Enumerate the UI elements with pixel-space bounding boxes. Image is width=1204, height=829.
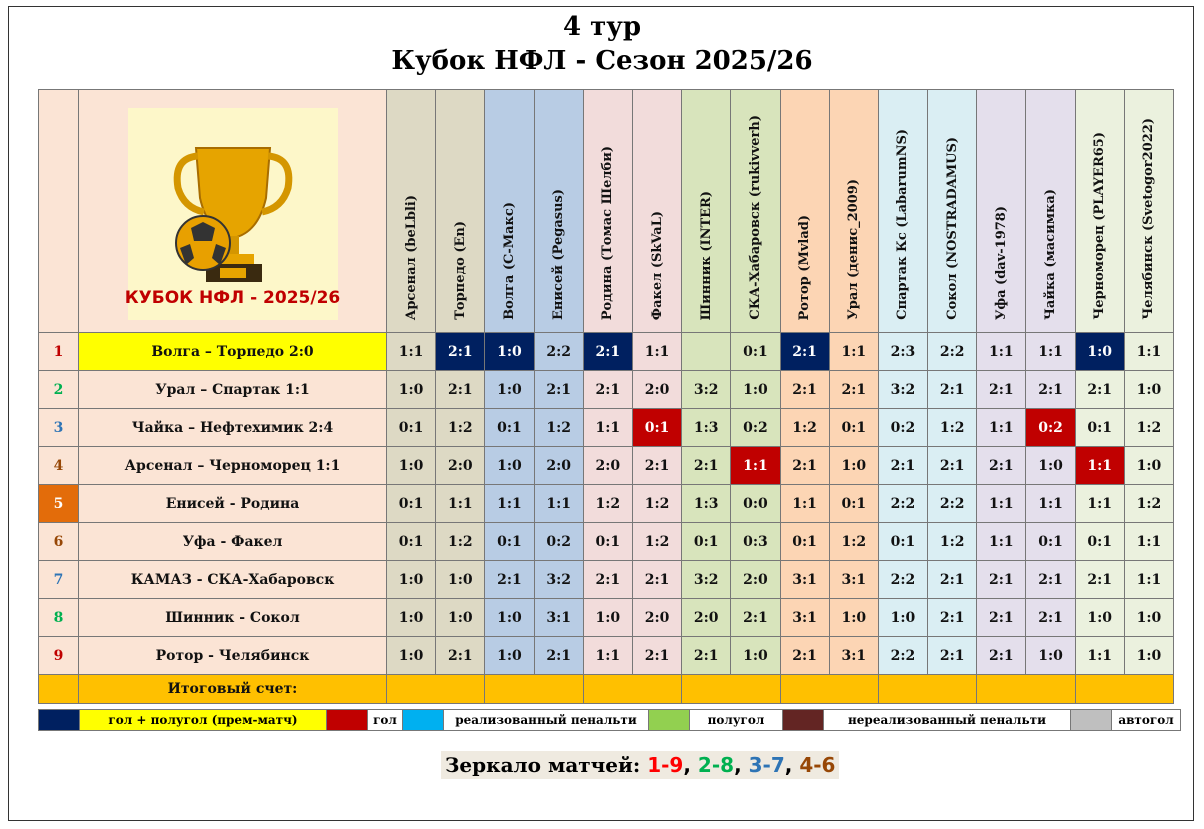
- score-cell: 1:2: [928, 523, 977, 561]
- score-cell: 1:2: [780, 409, 829, 447]
- table-row: [39, 447, 1174, 485]
- total-row: [39, 675, 1174, 704]
- score-cell: 1:0: [1124, 599, 1173, 637]
- table-row: [39, 561, 1174, 599]
- match-number: 7: [39, 561, 79, 599]
- score-cell: 3:1: [829, 561, 878, 599]
- score-cell: 1:0: [731, 637, 780, 675]
- score-cell: 3:1: [829, 637, 878, 675]
- score-cell: 1:1: [1026, 333, 1075, 371]
- mirror-pair: 1-9: [647, 753, 684, 777]
- score-cell: 1:1: [632, 333, 681, 371]
- mirror-pair: ,: [734, 753, 749, 777]
- score-cell: 2:0: [436, 447, 485, 485]
- table-row: [39, 409, 1174, 447]
- column-header-label: Уфа (dav-1978): [993, 205, 1009, 320]
- column-header-label: Арсенал (beLbli): [403, 194, 419, 320]
- total-cell: [583, 675, 681, 704]
- score-cell: 2:1: [436, 333, 485, 371]
- score-cell: 0:1: [387, 409, 436, 447]
- total-cell: [387, 675, 485, 704]
- legend-swatch: [783, 710, 824, 731]
- score-cell: 2:2: [878, 637, 927, 675]
- score-cell: 1:2: [632, 485, 681, 523]
- score-cell: 2:1: [928, 637, 977, 675]
- match-name: Ротор - Челябинск: [79, 637, 387, 675]
- column-header-13: [977, 90, 1026, 333]
- score-cell: 2:1: [928, 447, 977, 485]
- score-cell: 1:1: [583, 637, 632, 675]
- table-row: [39, 371, 1174, 409]
- table-row: [39, 599, 1174, 637]
- match-number: 9: [39, 637, 79, 675]
- score-cell: 3:2: [534, 561, 583, 599]
- score-cell: 1:1: [485, 485, 534, 523]
- score-cell: 2:1: [977, 599, 1026, 637]
- score-cell: 1:1: [1124, 523, 1173, 561]
- match-name: КАМАЗ - СКА-Хабаровск: [79, 561, 387, 599]
- score-cell: 1:1: [977, 485, 1026, 523]
- score-cell: 2:1: [632, 447, 681, 485]
- column-header-label: Шинник (INTER): [698, 190, 714, 320]
- score-cell: 2:2: [534, 333, 583, 371]
- score-cell: 1:0: [1075, 599, 1124, 637]
- score-cell: 1:0: [829, 599, 878, 637]
- match-name: Шинник - Сокол: [79, 599, 387, 637]
- score-cell: 0:1: [632, 409, 681, 447]
- legend-label: полугол: [690, 710, 783, 731]
- score-cell: 2:1: [977, 561, 1026, 599]
- score-cell: 2:1: [780, 371, 829, 409]
- total-cell: [1075, 675, 1173, 704]
- match-number: 6: [39, 523, 79, 561]
- score-cell: 1:1: [534, 485, 583, 523]
- column-header-9: [780, 90, 829, 333]
- total-corner: [39, 675, 79, 704]
- score-cell: 1:0: [1026, 637, 1075, 675]
- mirror-pair: ,: [784, 753, 800, 777]
- score-cell: 1:1: [1075, 485, 1124, 523]
- score-cell: 2:1: [928, 371, 977, 409]
- column-header-10: [829, 90, 878, 333]
- table-row: [39, 637, 1174, 675]
- legend: [38, 709, 1181, 731]
- score-cell: 3:1: [780, 561, 829, 599]
- column-header-label: Родина (Томас Шелби): [600, 145, 616, 320]
- total-cell: [682, 675, 780, 704]
- match-number: 1: [39, 333, 79, 371]
- score-cell: 2:1: [780, 637, 829, 675]
- match-name: Уфа - Факел: [79, 523, 387, 561]
- match-number: 5: [39, 485, 79, 523]
- column-header-12: [928, 90, 977, 333]
- score-cell: 0:1: [829, 485, 878, 523]
- score-cell: 1:2: [632, 523, 681, 561]
- column-header-label: Енисей (Pegasus): [551, 188, 567, 320]
- score-cell: 1:0: [878, 599, 927, 637]
- score-cell: 1:1: [780, 485, 829, 523]
- score-cell: 2:2: [928, 333, 977, 371]
- cup-logo-cell: [79, 90, 387, 333]
- score-cell: 2:0: [534, 447, 583, 485]
- score-cell: 2:2: [878, 561, 927, 599]
- column-header-3: [485, 90, 534, 333]
- match-name: Енисей - Родина: [79, 485, 387, 523]
- score-cell: 0:1: [1075, 409, 1124, 447]
- score-cell: 0:1: [731, 333, 780, 371]
- score-cell: 2:1: [436, 371, 485, 409]
- score-cell: 1:0: [485, 637, 534, 675]
- score-cell: 1:2: [436, 523, 485, 561]
- score-cell: 2:3: [878, 333, 927, 371]
- score-cell: 2:1: [632, 637, 681, 675]
- table-row: [39, 485, 1174, 523]
- score-cell: 1:1: [977, 409, 1026, 447]
- column-header-label: Чайка (масимка): [1043, 189, 1059, 320]
- score-cell: 1:0: [1026, 447, 1075, 485]
- score-cell: 2:1: [1026, 561, 1075, 599]
- score-cell: 1:2: [928, 409, 977, 447]
- score-cell: 2:1: [436, 637, 485, 675]
- score-cell: 1:0: [583, 599, 632, 637]
- legend-swatch: [39, 710, 80, 731]
- score-cell: 2:1: [977, 371, 1026, 409]
- score-cell: 2:1: [780, 447, 829, 485]
- column-header-label: Челябинск (Svetogor2022): [1141, 118, 1157, 320]
- score-cell: 1:1: [731, 447, 780, 485]
- column-header-label: Спартак Кс (LabarumNS): [895, 129, 911, 320]
- score-cell: 0:2: [1026, 409, 1075, 447]
- score-cell: 1:2: [1124, 485, 1173, 523]
- total-cell: [780, 675, 878, 704]
- score-cell: 1:1: [977, 523, 1026, 561]
- match-number: 2: [39, 371, 79, 409]
- score-cell: 1:1: [583, 409, 632, 447]
- score-cell: 1:0: [485, 333, 534, 371]
- score-cell: 2:0: [632, 371, 681, 409]
- score-cell: 2:1: [731, 599, 780, 637]
- score-cell: 0:1: [583, 523, 632, 561]
- column-header-8: [731, 90, 780, 333]
- score-cell: 3:2: [682, 371, 731, 409]
- legend-swatch: [649, 710, 690, 731]
- score-cell: 2:1: [1075, 561, 1124, 599]
- legend-swatch: [1071, 710, 1112, 731]
- column-header-4: [534, 90, 583, 333]
- score-cell: 2:1: [829, 371, 878, 409]
- score-cell: 1:3: [682, 409, 731, 447]
- legend-label: гол: [368, 710, 403, 731]
- column-header-label: Сокол (NOSTRADAMUS): [944, 137, 960, 320]
- header-row: [39, 90, 1174, 333]
- score-cell: 1:1: [1124, 333, 1173, 371]
- score-cell: 1:1: [387, 333, 436, 371]
- score-cell: 0:1: [1026, 523, 1075, 561]
- score-cell: 1:2: [829, 523, 878, 561]
- score-cell: 2:1: [632, 561, 681, 599]
- score-cell: 1:1: [1075, 447, 1124, 485]
- legend-label: реализованный пенальти: [444, 710, 649, 731]
- score-cell: 2:1: [977, 637, 1026, 675]
- score-cell: 2:1: [583, 371, 632, 409]
- score-cell: 1:0: [1124, 371, 1173, 409]
- score-cell: 2:1: [682, 637, 731, 675]
- score-cell: 0:1: [485, 523, 534, 561]
- score-cell: 2:1: [534, 637, 583, 675]
- score-cell: 1:1: [1124, 561, 1173, 599]
- score-cell: 2:0: [731, 561, 780, 599]
- score-cell: 0:2: [731, 409, 780, 447]
- match-number: 3: [39, 409, 79, 447]
- score-cell: 1:0: [436, 561, 485, 599]
- column-header-label: Волга (С-Макс): [501, 202, 517, 320]
- legend-label: гол + полугол (прем-матч): [80, 710, 327, 731]
- score-cell: 1:0: [829, 447, 878, 485]
- column-header-2: [436, 90, 485, 333]
- score-cell: 0:1: [1075, 523, 1124, 561]
- score-cell: 2:1: [780, 333, 829, 371]
- match-name: Чайка – Нефтехимик 2:4: [79, 409, 387, 447]
- legend-swatch: [403, 710, 444, 731]
- mirror-pair: 2-8: [697, 753, 735, 777]
- table-row: [39, 333, 1174, 371]
- header-corner: [39, 90, 79, 333]
- score-cell: 1:0: [485, 447, 534, 485]
- score-cell: 2:2: [878, 485, 927, 523]
- match-name: Арсенал – Черноморец 1:1: [79, 447, 387, 485]
- score-cell: 2:1: [928, 561, 977, 599]
- score-cell: 0:1: [682, 523, 731, 561]
- column-header-5: [583, 90, 632, 333]
- score-cell: 1:0: [485, 371, 534, 409]
- score-cell: 1:2: [583, 485, 632, 523]
- score-cell: 2:1: [583, 333, 632, 371]
- column-header-16: [1124, 90, 1173, 333]
- score-cell: 3:1: [780, 599, 829, 637]
- column-header-11: [878, 90, 927, 333]
- score-cell: 1:2: [436, 409, 485, 447]
- score-cell: 1:1: [977, 333, 1026, 371]
- score-cell: 2:2: [928, 485, 977, 523]
- column-header-14: [1026, 90, 1075, 333]
- match-name: Урал – Спартак 1:1: [79, 371, 387, 409]
- score-cell: 1:2: [534, 409, 583, 447]
- score-cell: 0:2: [878, 409, 927, 447]
- mirror-matches: [441, 751, 839, 779]
- score-cell: 1:0: [387, 599, 436, 637]
- score-cell: 2:1: [928, 599, 977, 637]
- legend-label: нереализованный пенальти: [824, 710, 1071, 731]
- score-cell: 2:1: [485, 561, 534, 599]
- score-cell: 1:0: [387, 561, 436, 599]
- score-cell: 1:3: [682, 485, 731, 523]
- column-header-6: [632, 90, 681, 333]
- total-cell: [878, 675, 976, 704]
- score-cell: 0:3: [731, 523, 780, 561]
- score-cell: 3:1: [534, 599, 583, 637]
- score-cell: 1:0: [1124, 637, 1173, 675]
- score-cell: 2:1: [534, 371, 583, 409]
- score-cell: 2:1: [583, 561, 632, 599]
- score-cell: 2:0: [632, 599, 681, 637]
- column-header-15: [1075, 90, 1124, 333]
- score-cell: 2:1: [1075, 371, 1124, 409]
- column-header-label: СКА-Хабаровск (rukivverh): [747, 115, 763, 320]
- match-number: 8: [39, 599, 79, 637]
- score-cell: 0:1: [829, 409, 878, 447]
- score-cell: 1:1: [1075, 637, 1124, 675]
- score-cell: 3:2: [682, 561, 731, 599]
- score-cell: 1:1: [1026, 485, 1075, 523]
- score-cell: 2:1: [977, 447, 1026, 485]
- mirror-pair: 3-7: [748, 753, 785, 777]
- score-cell: 1:0: [1124, 447, 1173, 485]
- match-name: Волга – Торпедо 2:0: [79, 333, 387, 371]
- score-cell: 3:2: [878, 371, 927, 409]
- score-cell: 2:1: [1026, 599, 1075, 637]
- cup-title: Кубок НФЛ - Сезон 2025/26: [391, 46, 813, 76]
- score-cell: 1:0: [436, 599, 485, 637]
- score-cell: 1:1: [829, 333, 878, 371]
- mirror-label: Зеркало матчей:: [445, 753, 648, 777]
- column-header-label: Черноморец (PLAYER65): [1092, 132, 1108, 320]
- match-number: 4: [39, 447, 79, 485]
- total-label: Итоговый счет:: [79, 675, 387, 704]
- column-header-7: [682, 90, 731, 333]
- prediction-table: [38, 89, 1174, 704]
- score-cell: 1:0: [1075, 333, 1124, 371]
- score-cell: 0:1: [878, 523, 927, 561]
- score-cell: 2:1: [1026, 371, 1075, 409]
- score-cell: 1:1: [436, 485, 485, 523]
- score-cell: 1:0: [731, 371, 780, 409]
- score-cell: 0:1: [387, 485, 436, 523]
- score-cell: 2:1: [682, 447, 731, 485]
- score-cell: 0:0: [731, 485, 780, 523]
- score-cell: 0:1: [780, 523, 829, 561]
- column-header-label: Урал (денис_2009): [846, 179, 862, 320]
- score-cell: 2:0: [682, 599, 731, 637]
- logo-text: КУБОК НФЛ - 2025/26: [124, 288, 341, 308]
- column-header-label: Торпедо (En): [452, 221, 468, 320]
- table-row: [39, 523, 1174, 561]
- mirror-pair: ,: [683, 753, 698, 777]
- score-cell: 2:1: [878, 447, 927, 485]
- round-title: 4 тур: [562, 12, 642, 42]
- column-header-1: [387, 90, 436, 333]
- total-cell: [485, 675, 583, 704]
- score-cell: [682, 333, 731, 371]
- score-cell: 1:0: [387, 637, 436, 675]
- column-header-label: Факел (SkVaL): [649, 210, 665, 320]
- legend-swatch: [327, 710, 368, 731]
- score-cell: 1:0: [485, 599, 534, 637]
- score-cell: 0:1: [485, 409, 534, 447]
- score-cell: 0:2: [534, 523, 583, 561]
- column-header-label: Ротор (Mvlad): [797, 214, 813, 320]
- score-cell: 1:0: [387, 371, 436, 409]
- score-cell: 2:0: [583, 447, 632, 485]
- score-cell: 0:1: [387, 523, 436, 561]
- score-cell: 1:0: [387, 447, 436, 485]
- score-cell: 1:2: [1124, 409, 1173, 447]
- legend-label: автогол: [1112, 710, 1181, 731]
- total-cell: [977, 675, 1075, 704]
- mirror-pair: 4-6: [799, 753, 836, 777]
